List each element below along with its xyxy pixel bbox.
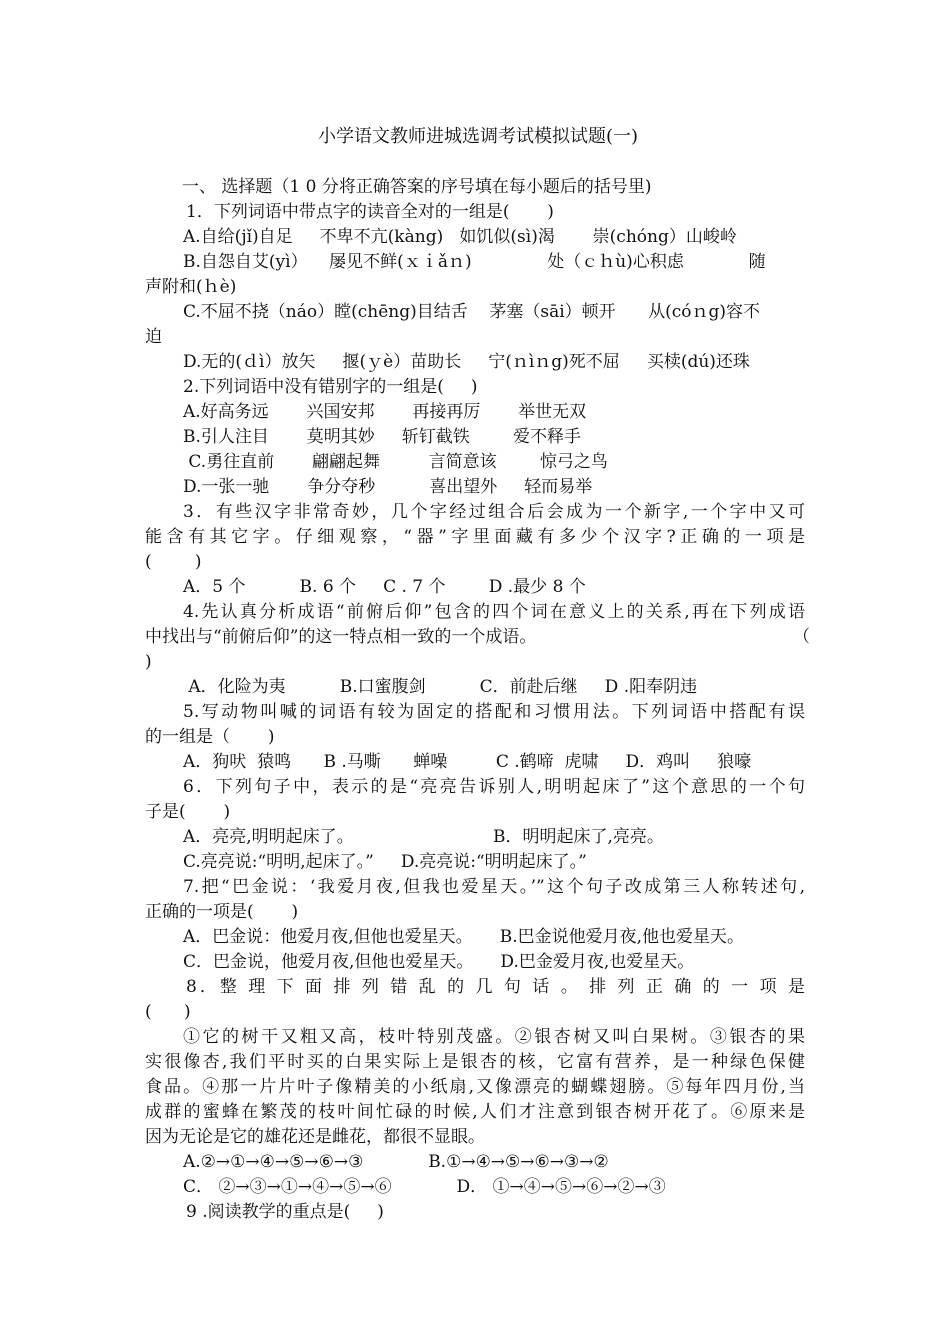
q5-stem-line2: 的一组是（ ) bbox=[145, 727, 275, 747]
q2-option-b: B.引人注目 莫明其妙 斩钉截铁 爱不释手 bbox=[183, 427, 581, 447]
q8-options-cd: C． ②→③→①→④→⑤→⑥ D． ①→④→⑤→⑥→②→③ bbox=[183, 1177, 666, 1197]
q8-stem-line1: 8．整 理 下 面 排 列 错 乱 的 几 句 话 。 排 列 正 确 的 一 项 是 bbox=[186, 977, 805, 997]
q8-stem-line2: ( ) bbox=[145, 1002, 191, 1022]
q1-option-b-cont: 声附和(ｈè) bbox=[145, 277, 237, 297]
q4-bracket-close: ) bbox=[145, 652, 152, 672]
q2-option-a: A.好高务远 兴国安邦 再接再厉 举世无双 bbox=[183, 402, 587, 422]
q2-option-d: D.一张一驰 争分夺秒 喜出望外 轻而易举 bbox=[183, 477, 593, 497]
q8-passage-line2: 实很像杏,我们平时买的白果实际上是银杏的核，它富有营养，是一种绿色保健 bbox=[145, 1052, 805, 1072]
q2-stem: 2.下列词语中没有错别字的一组是( ) bbox=[183, 377, 478, 397]
section-heading: 一、 选择题（1 0 分将正确答案的序号填在每小题后的括号里) bbox=[182, 177, 652, 197]
q7-stem-line1: 7.把“巴金说：‘我爱月夜,但我也爱星天。’”这个句子改成第三人称转述句, bbox=[183, 877, 805, 897]
q6-stem-line1: 6．下列句子中，表示的是“亮亮告诉别人,明明起床了”这个意思的一个句 bbox=[183, 777, 805, 797]
q1-option-d: D.无的(ｄì）放矢 揠(ｙè）苗助长 宁(ｎìｎg)死不屈 买椟(dú)还珠 bbox=[183, 352, 750, 372]
q9-stem: 9 .阅读教学的重点是( ) bbox=[186, 1202, 384, 1222]
q7-options-cd: C．巴金说，他爱月夜,但他也爱星天。 D.巴金爱月夜,也爱星天。 bbox=[183, 952, 695, 972]
q8-options-ab: A.②→①→④→⑤→⑥→③ B.①→④→⑤→⑥→③→② bbox=[183, 1152, 609, 1172]
q2-option-c: C.勇往直前 翩翩起舞 言简意该 惊弓之鸟 bbox=[183, 452, 608, 472]
q6-options-cd: C.亮亮说:“明明,起床了。” D.亮亮说:“明明起床了。” bbox=[183, 852, 587, 872]
q6-option-a: A．亮亮,明明起床了。 bbox=[183, 827, 354, 847]
q4-bracket-open: （ bbox=[793, 627, 810, 647]
q1-option-c-cont: 迫 bbox=[145, 327, 162, 347]
q3-stem-line1: 3．有些汉字非常奇妙，几个字经过组合后会成为一个新字,一个字中又可 bbox=[183, 502, 805, 522]
q6-stem-line2: 子是( ) bbox=[145, 802, 231, 822]
q3-options: A．5 个 B. 6 个 C . 7 个 D .最少 8 个 bbox=[183, 577, 586, 597]
q1-stem: 1．下列词语中带点字的读音全对的一组是( ) bbox=[186, 202, 554, 222]
q8-passage-line4: 成群的蜜蜂在繁茂的枝叶间忙碌的时候,人们才注意到银杏树开花了。⑥原来是 bbox=[145, 1102, 805, 1122]
q8-passage-line5: 因为无论是它的雄花还是雌花，都很不显眼。 bbox=[145, 1127, 485, 1147]
page-title: 小学语文教师进城选调考试模拟试题(一) bbox=[318, 126, 639, 147]
q7-stem-line2: 正确的一项是( ) bbox=[145, 902, 299, 922]
q3-answer-bracket: ( ) bbox=[145, 552, 202, 572]
q1-option-a: A.自给(jǐ)自足 不卑不亢(kàng) 如饥似(sì)渴 崇(chóng）山峻岭 bbox=[183, 227, 737, 247]
q4-stem-line2: 中找出与“前俯后仰”的这一特点相一致的一个成语。 bbox=[145, 627, 537, 647]
q6-option-b: B．明明起床了,亮亮。 bbox=[493, 827, 664, 847]
q5-options: A．狗吠 猿鸣 B .马嘶 蝉噪 C .鹤啼 虎啸 D．鸡叫 狼嚎 bbox=[183, 752, 752, 772]
q1-option-c: C.不屈不挠（náo）瞠(chēng)目结舌 茅塞（sāi）顿开 从(cóｎg)容不 bbox=[183, 302, 760, 322]
q1-option-b: B.自怨自艾(yì） 屡见不鲜(ｘｉǎｎ) 处（ｃｈù)心积虑 随 bbox=[183, 252, 766, 272]
q4-options: A．化险为夷 B.口蜜腹剑 C．前赴后继 D .阳奉阴违 bbox=[183, 677, 698, 697]
q7-options-ab: A．巴金说：他爱月夜,但他也爱星天。 B.巴金说他爱月夜,他也爱星天。 bbox=[183, 927, 744, 947]
q3-stem-line2: 能含有其它字。仔细观察，“器”字里面藏有多少个汉字?正确的一项是 bbox=[145, 527, 805, 547]
q8-passage-line3: 食品。④那一片片叶子像精美的小纸扇,又像漂亮的蝴蝶翅膀。⑤每年四月份,当 bbox=[145, 1077, 805, 1097]
q5-stem-line1: 5.写动物叫喊的词语有较为固定的搭配和习惯用法。下列词语中搭配有误 bbox=[183, 702, 805, 722]
q8-passage-line1: ①它的树干又粗又高，枝叶特别茂盛。②银杏树又叫白果树。③银杏的果 bbox=[183, 1027, 805, 1047]
q4-stem-line1: 4.先认真分析成语“前俯后仰”包含的四个词在意义上的关系,再在下列成语 bbox=[183, 602, 805, 622]
